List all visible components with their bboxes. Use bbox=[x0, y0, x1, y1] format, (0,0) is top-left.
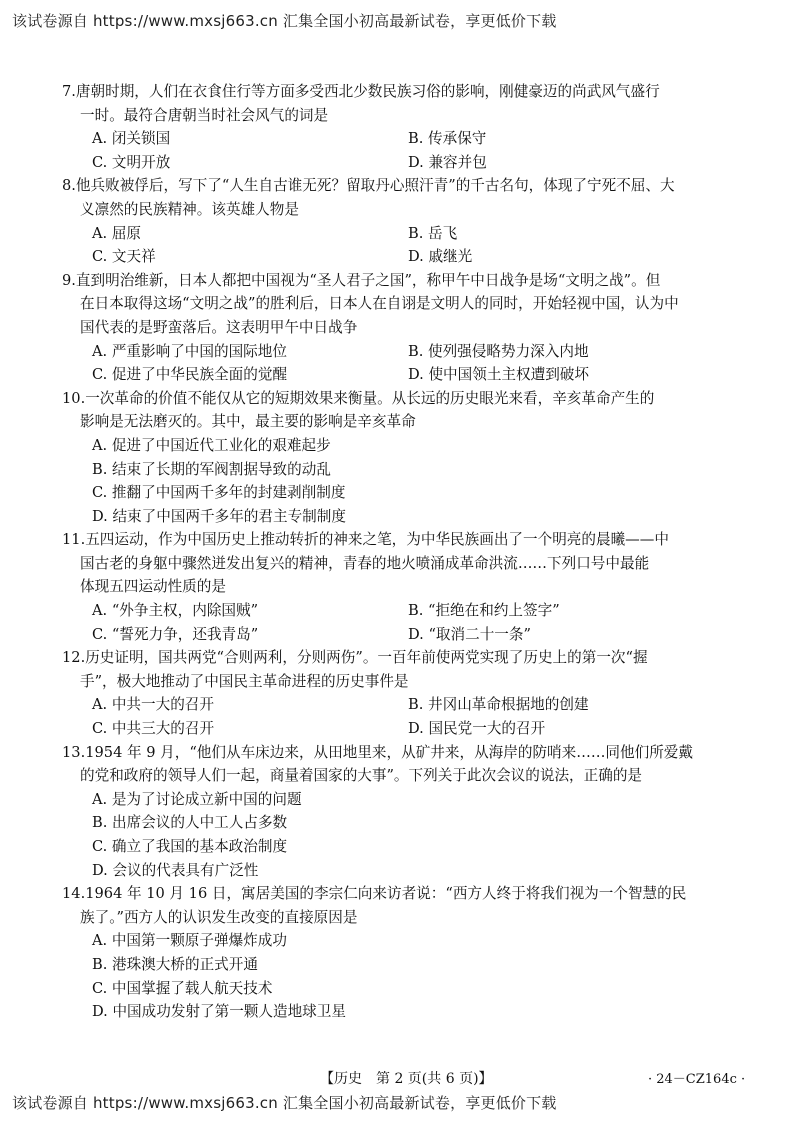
option-b[interactable]: B. 岳飞 bbox=[408, 224, 458, 242]
option-b[interactable]: B. 港珠澳大桥的正式开通 bbox=[92, 955, 258, 973]
option-b[interactable]: B. 结束了长期的军阀割据导致的动乱 bbox=[92, 460, 331, 478]
question-stem-line: 手”，极大地推动了中国民主革命进程的历史事件是 bbox=[80, 672, 409, 690]
option-list bbox=[62, 434, 734, 528]
option-b[interactable]: B. 传承保守 bbox=[408, 130, 487, 148]
option-a[interactable]: A. 中国第一颗原子弹爆炸成功 bbox=[92, 932, 287, 950]
question-13 bbox=[62, 741, 734, 883]
option-d[interactable]: D. 国民党一大的召开 bbox=[408, 720, 546, 738]
question-stem-line: 族了。”西方人的认识发生改变的直接原因是 bbox=[80, 908, 358, 926]
option-d[interactable]: D. 结束了中国两千多年的君主专制制度 bbox=[92, 507, 346, 525]
option-grid bbox=[62, 222, 734, 269]
question-stem-line: 9.直到明治维新，日本人都把中国视为“圣人君子之国”，称甲午中日战争是场“文明之战”。但 bbox=[62, 271, 661, 289]
question-stem-line: 一时。最符合唐朝当时社会风气的词是 bbox=[80, 106, 329, 124]
question-stem-line: 在日本取得这场“文明之战”的胜利后，日本人在自诩是文明人的同时，开始轻视中国，认为中 bbox=[80, 295, 679, 313]
question-stem-line: 12.历史证明，国共两党“合则两利，分则两伤”。一百年前使两党实现了历史上的第一次“握 bbox=[62, 649, 648, 667]
option-c[interactable]: C. 文天祥 bbox=[92, 248, 156, 266]
question-stem-line: 14.1964 年 10 月 16 日，寓居美国的李宗仁向来访者说：“西方人终于将我们视为一个智慧的民 bbox=[62, 885, 687, 903]
option-c[interactable]: C. 确立了我国的基本政治制度 bbox=[92, 838, 288, 855]
question-stem-line: 10.一次革命的价值不能仅从它的短期效果来衡量。从长远的历史眼光来看，辛亥革命产生的 bbox=[62, 389, 655, 407]
source-banner-bottom: 该试卷源自 https://www.mxsj663.cn 汇集全国小初高最新试卷，享更低价下载 bbox=[12, 1094, 557, 1112]
option-d[interactable]: D. 戚继光 bbox=[408, 248, 473, 266]
option-c[interactable]: C. 推翻了中国两千多年的封建剥削制度 bbox=[92, 484, 346, 502]
question-14 bbox=[62, 882, 734, 1024]
question-stem-line: 影响是无法磨灭的。其中，最主要的影响是辛亥革命 bbox=[80, 413, 416, 431]
question-11 bbox=[62, 528, 734, 646]
option-c[interactable]: C. 促进了中华民族全面的觉醒 bbox=[92, 366, 288, 384]
question-7 bbox=[62, 80, 734, 174]
option-list bbox=[62, 929, 734, 1023]
option-grid bbox=[62, 693, 734, 740]
option-a[interactable]: A. 屈原 bbox=[92, 224, 142, 242]
page-number-label: 【历史 第 2 页(共 6 页)】 bbox=[320, 1071, 493, 1087]
option-a[interactable]: A. 中共一大的召开 bbox=[92, 696, 214, 714]
option-c[interactable]: C. “誓死力争，还我青岛” bbox=[92, 625, 259, 643]
option-d[interactable]: D. 使中国领土主权遭到破坏 bbox=[408, 366, 589, 384]
option-a[interactable]: A. 是为了讨论成立新中国的问题 bbox=[92, 790, 302, 808]
question-stem-line: 的党和政府的领导人们一起，商量着国家的大事”。下列关于此次会议的说法，正确的是 bbox=[80, 767, 643, 785]
option-d[interactable]: D. 会议的代表具有广泛性 bbox=[92, 861, 259, 879]
exam-code: · 24－CZ164c · bbox=[648, 1072, 746, 1087]
option-c[interactable]: C. 文明开放 bbox=[92, 153, 171, 171]
question-10 bbox=[62, 387, 734, 529]
option-grid bbox=[62, 340, 734, 387]
question-12 bbox=[62, 646, 734, 740]
question-stem-line: 7.唐朝时期，人们在衣食住行等方面多受西北少数民族习俗的影响，刚健豪迈的尚武风气盛行 bbox=[62, 83, 660, 100]
question-8 bbox=[62, 174, 734, 268]
question-stem-line: 义凛然的民族精神。该英雄人物是 bbox=[80, 200, 299, 218]
option-a[interactable]: A. 严重影响了中国的国际地位 bbox=[92, 342, 287, 360]
option-list bbox=[62, 788, 734, 882]
question-stem-line: 体现五四运动性质的是 bbox=[80, 578, 226, 596]
question-stem-line: 8.他兵败被俘后，写下了“人生自古谁无死？留取丹心照汗青”的千古名句，体现了宁死不屈、大 bbox=[62, 177, 675, 195]
option-d[interactable]: D. “取消二十一条” bbox=[408, 625, 531, 643]
page-footer bbox=[0, 1068, 794, 1088]
option-b[interactable]: B. 井冈山革命根据地的创建 bbox=[408, 696, 589, 714]
option-d[interactable]: D. 中国成功发射了第一颗人造地球卫星 bbox=[92, 1003, 346, 1021]
option-c[interactable]: C. 中国掌握了载人航天技术 bbox=[92, 979, 273, 997]
question-stem-line: 11.五四运动，作为中国历史上推动转折的神来之笔，为中华民族画出了一个明亮的晨曦——中 bbox=[62, 531, 669, 549]
option-grid bbox=[62, 599, 734, 646]
option-c[interactable]: C. 中共三大的召开 bbox=[92, 720, 215, 738]
question-stem-line: 13.1954 年 9 月，“他们从车床边来，从田地里来，从矿井来，从海岸的防哨来……同他们所爱戴 bbox=[62, 743, 693, 761]
question-stem-line: 国代表的是野蛮落后。这表明甲午中日战争 bbox=[80, 318, 358, 336]
option-b[interactable]: B. “拒绝在和约上签字” bbox=[408, 602, 560, 620]
question-stem-line: 国古老的身躯中骤然迸发出复兴的精神，青春的地火喷涌成革命洪流……下列口号中最能 bbox=[80, 554, 650, 572]
option-a[interactable]: A. 闭关锁国 bbox=[92, 130, 171, 148]
option-a[interactable]: A. “外争主权，内除国贼” bbox=[92, 602, 259, 620]
option-a[interactable]: A. 促进了中国近代工业化的艰难起步 bbox=[92, 436, 331, 454]
option-d[interactable]: D. 兼容并包 bbox=[408, 153, 487, 171]
option-grid bbox=[62, 127, 734, 174]
question-list bbox=[62, 80, 734, 1024]
option-b[interactable]: B. 使列强侵略势力深入内地 bbox=[408, 342, 589, 360]
question-9 bbox=[62, 269, 734, 387]
option-b[interactable]: B. 出席会议的人中工人占多数 bbox=[92, 814, 288, 832]
source-banner-top: 该试卷源自 https://www.mxsj663.cn 汇集全国小初高最新试卷，享更低价下载 bbox=[12, 12, 557, 30]
